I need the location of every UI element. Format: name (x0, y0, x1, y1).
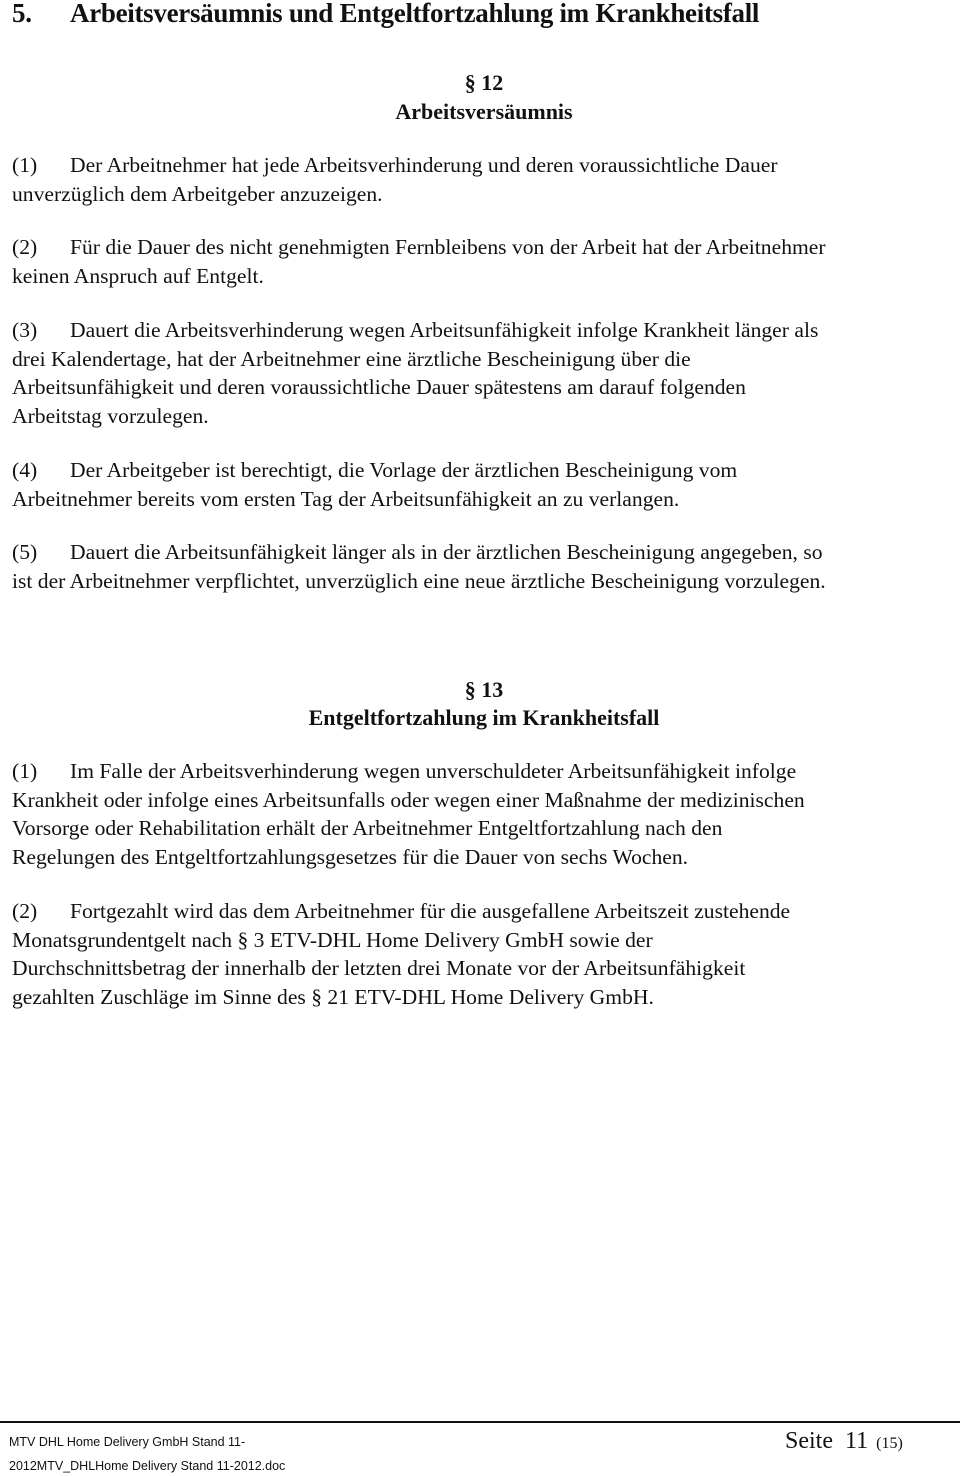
paragraph-text: Der Arbeitnehmer hat jede Arbeitsverhinderung und deren voraussichtliche Dauer (70, 153, 778, 177)
paragraph-text: Regelungen des Entgeltfortzahlungsgesetzes für die Dauer von sechs Wochen. (12, 845, 689, 870)
paragraph-line (12, 485, 737, 514)
paragraph-text: Arbeitstag vorzulegen. (12, 404, 209, 429)
footer-line-1: MTV DHL Home Delivery GmbH Stand 11- (9, 1435, 246, 1449)
paragraph-number: (5) (12, 540, 38, 564)
paragraph-line (12, 897, 790, 926)
paragraph-text: Im Falle der Arbeitsverhinderung wegen unverschuldeter Arbeitsunfähigkeit infolge (70, 759, 797, 783)
paragraph (12, 316, 818, 431)
paragraph-text: Fortgezahlt wird das dem Arbeitnehmer für die ausgefallene Arbeitszeit zustehende (70, 899, 791, 923)
paragraph-line (12, 786, 805, 815)
paragraph-text: Dauert die Arbeitsverhinderung wegen Arbeitsunfähigkeit infolge Krankheit länger als (70, 318, 819, 342)
paragraph-line (12, 567, 826, 596)
paragraph-line (12, 843, 805, 872)
paragraph-line (12, 402, 818, 431)
paragraph-line (12, 983, 790, 1012)
paragraph-number: (2) (12, 899, 38, 923)
chapter-number: 5. (12, 0, 32, 28)
paragraph-text: ist der Arbeitnehmer verpflichtet, unverzüglich eine neue ärztliche Bescheinigung vorzulegen. (12, 568, 826, 593)
paragraph-line (12, 757, 805, 786)
paragraph-number: (4) (12, 458, 38, 482)
paragraph (12, 897, 790, 1012)
paragraph-text: unverzüglich dem Arbeitgeber anzuzeigen. (12, 181, 383, 206)
footer-rule (0, 1421, 960, 1423)
paragraph-text: Durchschnittsbetrag der innerhalb der letzten drei Monate vor der Arbeitsunfähigkeit (12, 956, 746, 981)
paragraph-text: Arbeitnehmer bereits vom ersten Tag der Arbeitsunfähigkeit an zu verlangen. (12, 486, 680, 511)
page-number (785, 1428, 903, 1455)
section-number: § 12 (464, 70, 504, 95)
paragraph-text: Krankheit oder infolge eines Arbeitsunfalls oder wegen einer Maßnahme der medizinischen (12, 787, 805, 812)
paragraph-text: keinen Anspruch auf Entgelt. (12, 263, 264, 288)
paragraph (12, 757, 805, 872)
paragraph-text: Arbeitsunfähigkeit und deren voraussichtliche Dauer spätestens am darauf folgenden (12, 375, 746, 400)
paragraph-text: Dauert die Arbeitsunfähigkeit länger als in der ärztlichen Bescheinigung angegeben, so (70, 540, 823, 564)
paragraph (12, 151, 778, 208)
paragraph-number: (1) (12, 153, 38, 177)
paragraph-line (12, 954, 790, 983)
paragraph-text: Monatsgrundentgelt nach § 3 ETV-DHL Home Delivery GmbH sowie der (12, 927, 653, 952)
paragraph-text: Für die Dauer des nicht genehmigten Fernbleibens von der Arbeit hat der Arbeitnehmer (70, 235, 826, 259)
paragraph-line (12, 151, 778, 180)
paragraph-line (12, 814, 805, 843)
footer-line-2: 2012MTV_DHLHome Delivery Stand 11-2012.doc (9, 1459, 286, 1473)
paragraph (12, 233, 826, 290)
page-total: (15) (876, 1435, 903, 1452)
paragraph-line (12, 538, 826, 567)
paragraph-text: drei Kalendertage, hat der Arbeitnehmer eine ärztliche Bescheinigung über die (12, 346, 691, 371)
paragraph-line (12, 926, 790, 955)
paragraph-line (12, 180, 778, 209)
paragraph-number: (3) (12, 318, 38, 342)
chapter-title: Arbeitsversäumnis und Entgeltfortzahlung im Krankheitsfall (70, 0, 760, 28)
paragraph-number: (2) (12, 235, 38, 259)
paragraph-line (12, 373, 818, 402)
section-title: Entgeltfortzahlung im Krankheitsfall (308, 705, 660, 730)
paragraph-text: Der Arbeitgeber ist berechtigt, die Vorlage der ärztlichen Bescheinigung vom (70, 458, 738, 482)
paragraph (12, 456, 737, 513)
paragraph-text: Vorsorge oder Rehabilitation erhält der Arbeitnehmer Entgeltfortzahlung nach den (12, 816, 723, 841)
page-current: 11 (845, 1428, 869, 1454)
paragraph-line (12, 316, 818, 345)
paragraph-line (12, 233, 826, 262)
paragraph-line (12, 345, 818, 374)
paragraph-number: (1) (12, 759, 38, 783)
paragraph-text: gezahlten Zuschläge im Sinne des § 21 ETV-DHL Home Delivery GmbH. (12, 985, 654, 1010)
page-label: Seite (785, 1428, 833, 1454)
paragraph (12, 538, 826, 595)
chapter-heading (12, 0, 759, 29)
section-title: Arbeitsversäumnis (395, 99, 573, 124)
section-number: § 13 (464, 677, 504, 702)
paragraph-line (12, 262, 826, 291)
paragraph-line (12, 456, 737, 485)
